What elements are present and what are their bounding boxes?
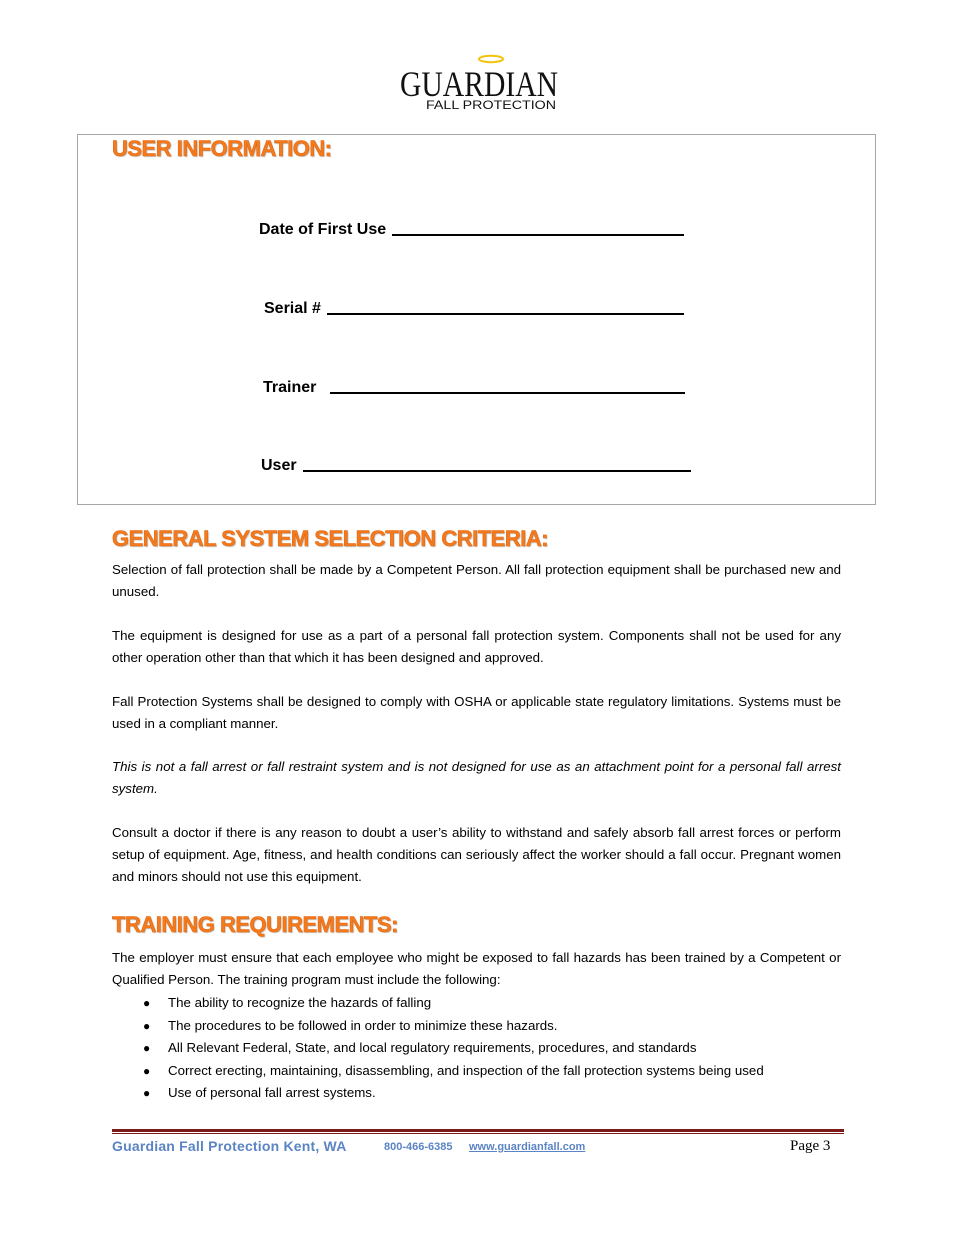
footer-phone: 800-466-6385 [384, 1141, 453, 1153]
bullet-icon: ● [143, 1041, 151, 1056]
criteria-paragraph: Selection of fall protection shall be made by a Competent Person. All fall protection equipment shall be purchased new and unused. [112, 562, 841, 599]
bullet-icon: ● [143, 996, 151, 1010]
guardian-logo [396, 52, 566, 114]
serial-number-field[interactable] [264, 300, 684, 318]
training-list [112, 992, 841, 1105]
trainer-line[interactable] [330, 391, 685, 394]
logo-brand: GUARDIAN [400, 64, 558, 104]
logo-tagline: FALL PROTECTION [426, 98, 556, 112]
training-intro: The employer must ensure that each employee who might be exposed to fall hazards has been trained by a Competent or Qualified Person. The training program must include the following: [112, 950, 841, 987]
bullet-icon: ● [143, 1018, 151, 1033]
user-information-box [77, 134, 876, 505]
trainer-field[interactable] [263, 379, 685, 397]
user-field[interactable] [261, 457, 691, 475]
list-item: ● The ability to recognize the hazards of falling [112, 992, 841, 1015]
user-line[interactable] [303, 469, 691, 472]
list-item: ● Use of personal fall arrest systems. [112, 1082, 841, 1105]
user-label: User [261, 457, 297, 474]
criteria-warning-paragraph: This is not a fall arrest or fall restraint system and is not designed for use as an attachment point for a personal fall arrest system. [112, 759, 841, 796]
date-first-use-field[interactable] [259, 221, 684, 239]
criteria-paragraph: The equipment is designed for use as a part of a personal fall protection system. Components shall not be used for any other operation other than that which it has been designed and approved. [112, 628, 841, 665]
date-first-use-label: Date of First Use [259, 221, 387, 238]
serial-number-line[interactable] [327, 312, 684, 315]
list-item: ● Correct erecting, maintaining, disassembling, and inspection of the fall protection systems being used [112, 1060, 841, 1083]
trainer-label: Trainer [263, 379, 317, 396]
list-item: ● All Relevant Federal, State, and local regulatory requirements, procedures, and standards [112, 1037, 841, 1060]
criteria-paragraph: Fall Protection Systems shall be designed to comply with OSHA or applicable state regulatory limitations. Systems must be used in a compliant manner. [112, 694, 841, 731]
criteria-paragraph: Consult a doctor if there is any reason to doubt a user’s ability to withstand and safely absorb fall arrest forces or perform setup of equipment. Age, fitness, and health conditions can seriously affect the worker should a fall occur. Pregnant women and minors should not use this equipment. [112, 825, 841, 884]
date-first-use-line[interactable] [392, 233, 684, 236]
footer-divider [112, 1129, 844, 1132]
footer-divider-thin [112, 1133, 844, 1134]
serial-number-label: Serial # [264, 300, 321, 317]
bullet-icon: ● [143, 1063, 151, 1078]
list-item: ● The procedures to be followed in order to minimize these hazards. [112, 1015, 841, 1038]
halo-icon [479, 56, 503, 62]
general-criteria-heading: GENERAL SYSTEM SELECTION CRITERIA: [112, 526, 549, 551]
user-information-heading: USER INFORMATION: [112, 136, 332, 161]
page-number: Page 3 [790, 1138, 831, 1154]
footer-company: Guardian Fall Protection Kent, WA [112, 1138, 347, 1154]
bullet-icon: ● [143, 1086, 151, 1101]
footer-website-link[interactable]: www.guardianfall.com [469, 1141, 586, 1153]
training-heading: TRAINING REQUIREMENTS: [112, 912, 398, 937]
